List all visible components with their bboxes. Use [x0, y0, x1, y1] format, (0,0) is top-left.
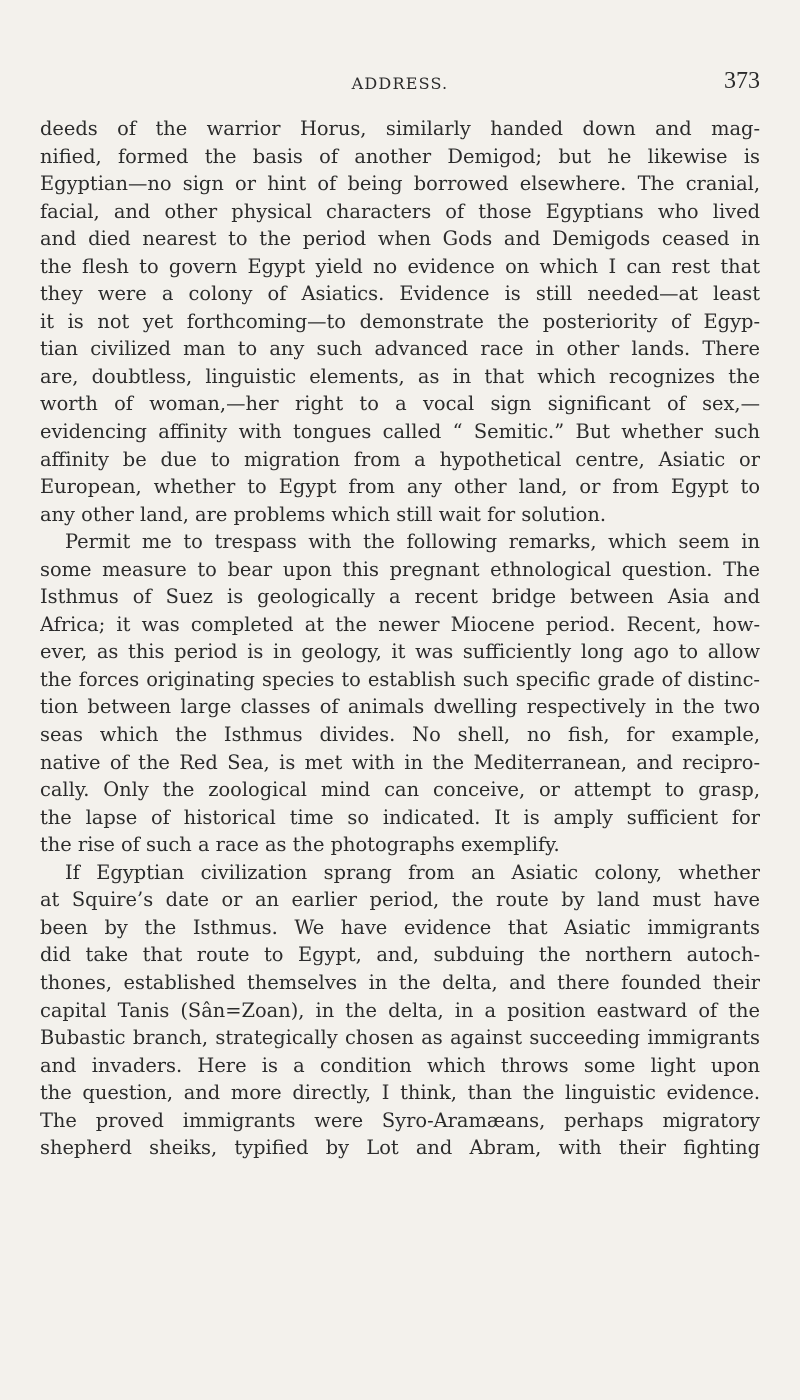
text-line: it is not yet forthcoming—to demonstrate the posteriority of Egyp-	[40, 309, 760, 333]
text-line: the rise of such a race as the photographs exemplify.	[40, 833, 560, 857]
text-line: the flesh to govern Egypt yield no evidence on which I can rest that	[40, 254, 760, 278]
text-line: tion between large classes of animals dwelling respectively in the two	[40, 695, 760, 719]
text-line: at Squire’s date or an earlier period, the route by land must have	[40, 888, 760, 912]
text-line: are, doubtless, linguistic elements, as in that which recognizes the	[40, 364, 760, 388]
text-line: any other land, are problems which still wait for solution.	[40, 502, 606, 526]
text-line: tian civilized man to any such advanced race in other lands. There	[40, 337, 760, 361]
text-line: some measure to bear upon this pregnant ethnological question. The	[40, 557, 760, 581]
text-line: capital Tanis (Sân=Zoan), in the delta, in a position eastward of the	[40, 998, 760, 1022]
text-line: Africa; it was completed at the newer Miocene period. Recent, how-	[40, 612, 760, 636]
text-line: Permit me to trespass with the following remarks, which seem in	[65, 530, 760, 554]
text-line: did take that route to Egypt, and, subduing the northern autoch-	[40, 943, 760, 967]
text-line: cally. Only the zoological mind can conceive, or attempt to grasp,	[40, 778, 760, 802]
text-line: If Egyptian civilization sprang from an Asiatic colony, whether	[65, 860, 760, 884]
text-line: Egyptian—no sign or hint of being borrowed elsewhere. The cranial,	[40, 172, 760, 196]
header-title: ADDRESS.	[351, 74, 449, 93]
text-line: affinity be due to migration from a hypothetical centre, Asiatic or	[40, 447, 760, 471]
text-line: facial, and other physical characters of those Egyptians who lived	[40, 199, 760, 223]
text-line: they were a colony of Asiatics. Evidence is still needed—at least	[40, 282, 760, 306]
body-text	[40, 115, 760, 1162]
text-line: thones, established themselves in the delta, and there founded their	[40, 970, 760, 994]
text-line: Isthmus of Suez is geologically a recent bridge between Asia and	[40, 585, 760, 609]
text-line: the lapse of historical time so indicated. It is amply sufficient for	[40, 805, 760, 829]
text-line: the question, and more directly, I think, than the linguistic evidence.	[40, 1081, 760, 1105]
text-line: shepherd sheiks, typified by Lot and Abram, with their fighting	[40, 1136, 760, 1160]
text-line: and invaders. Here is a condition which throws some light upon	[40, 1053, 760, 1077]
text-line: and died nearest to the period when Gods and Demigods ceased in	[40, 227, 760, 251]
page-number: 373	[724, 68, 760, 94]
text-line: the forces originating species to establish such specific grade of distinc-	[40, 667, 760, 691]
text-line: evidencing affinity with tongues called “ Semitic.” But whether such	[40, 420, 760, 444]
text-line: worth of woman,—her right to a vocal sign significant of sex,—	[40, 392, 760, 416]
text-line: The proved immigrants were Syro-Aramæans, perhaps migratory	[40, 1108, 760, 1132]
text-line: nified, formed the basis of another Demigod; but he likewise is	[40, 144, 760, 168]
text-line: ever, as this period is in geology, it was sufficiently long ago to allow	[40, 640, 760, 664]
running-header	[0, 68, 800, 102]
text-line: European, whether to Egypt from any other land, or from Egypt to	[40, 475, 760, 499]
text-line: been by the Isthmus. We have evidence that Asiatic immigrants	[40, 915, 760, 939]
text-line: Bubastic branch, strategically chosen as against succeeding immigrants	[40, 1026, 760, 1050]
text-line: seas which the Isthmus divides. No shell, no fish, for example,	[40, 723, 760, 747]
text-line: deeds of the warrior Horus, similarly handed down and mag-	[40, 117, 760, 140]
text-line: native of the Red Sea, is met with in the Mediterranean, and recipro-	[40, 750, 760, 774]
